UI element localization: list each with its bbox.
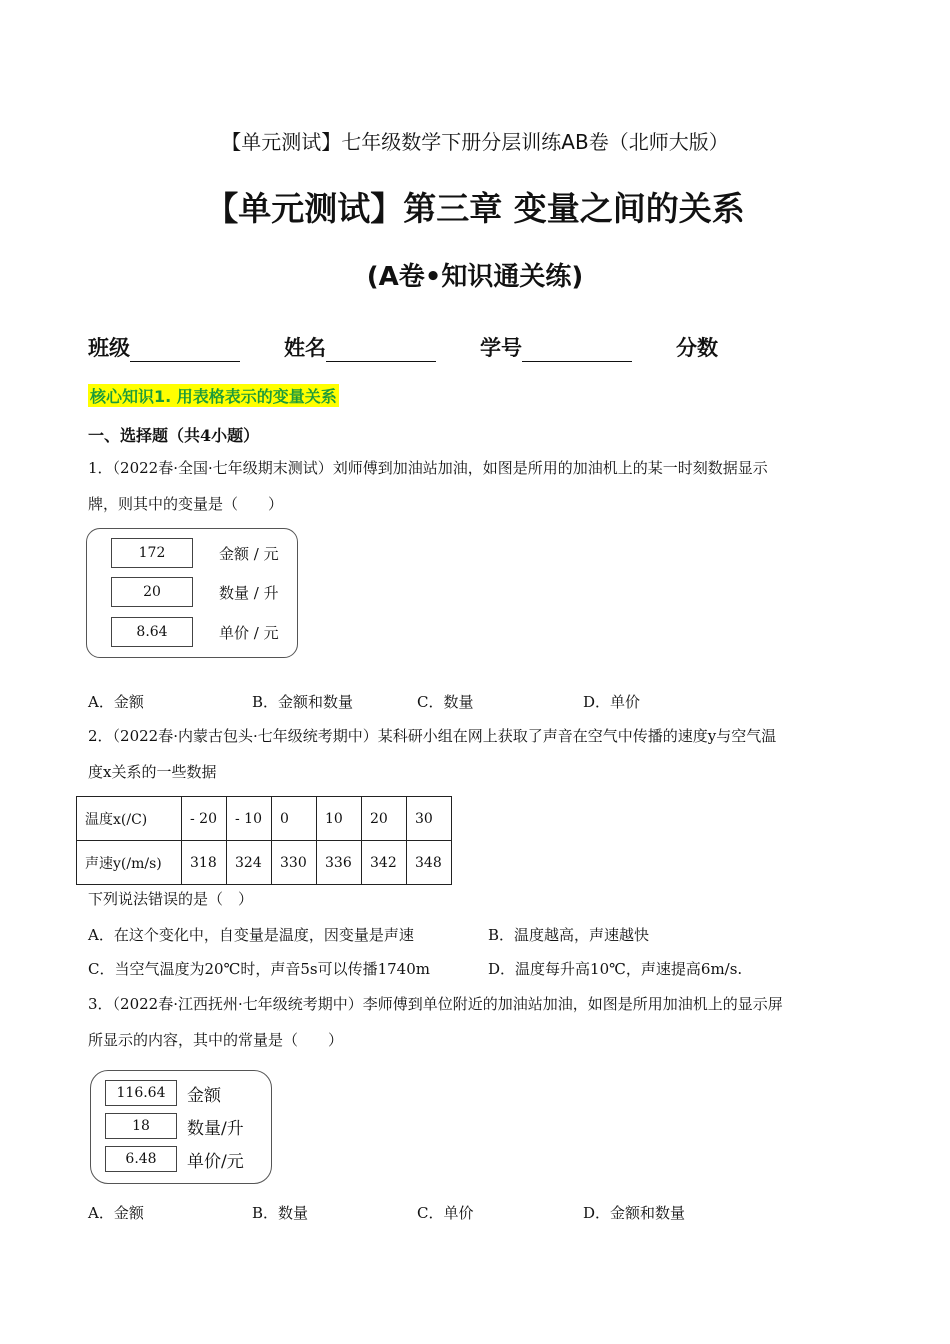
q3-option-c[interactable]: C．单价 [417,1204,474,1222]
question-1-line-2: 牌，则其中的变量是（ ） [88,495,284,513]
table-cell: 336 [317,841,362,885]
panel-1-row-quantity [111,577,279,607]
question-2-options-row-1 [88,924,888,946]
q1-option-d[interactable]: D．单价 [583,693,641,711]
name-field [284,332,436,362]
panel-2-price-value: 6.48 [105,1146,177,1172]
panel-2-amount-value: 116.64 [105,1080,177,1106]
question-1-line-1: 1．（2022春·全国·七年级期末测试）刘师傅到加油站加油，如图是所用的加油机上的某一时刻数据显示 [88,459,768,477]
score-field [676,332,718,362]
name-label: 姓名 [284,336,326,360]
fuel-display-panel-2 [90,1070,272,1184]
q2-option-c[interactable]: C．当空气温度为20℃时，声音5s可以传播1740m [88,960,430,978]
table-row-temperature [77,797,452,841]
panel-1-row-price [111,617,279,647]
question-3-line-2: 所显示的内容，其中的常量是（ ） [88,1031,344,1049]
panel-1-row-amount [111,538,279,568]
question-2-line-2: 度x关系的一些数据 [88,763,217,781]
page-subtitle: (A卷•知识通关练) [366,262,584,292]
table-cell: 10 [317,797,362,841]
q1-option-a[interactable]: A．金额 [88,693,144,711]
section-heading: 一、选择题（共4小题） [88,426,260,445]
q3-option-b[interactable]: B．数量 [252,1204,309,1222]
question-1 [88,450,863,522]
q3-option-d[interactable]: D．金额和数量 [583,1204,686,1222]
student-info-line [88,332,762,362]
panel-2-amount-label: 金额 [187,1085,221,1106]
page-title: 【单元测试】第三章 变量之间的关系 [205,189,745,228]
table-cell: - 10 [227,797,272,841]
panel-2-row-price [105,1146,244,1172]
row-label-speed: 声速y(/m/s) [77,841,182,885]
panel-1-amount-value: 172 [111,538,193,568]
table-cell: 20 [362,797,407,841]
question-2-line-1: 2．（2022春·内蒙古包头·七年级统考期中）某科研小组在网上获取了声音在空气中传播的速度y与空气温 [88,727,777,745]
table-cell: 30 [407,797,452,841]
table-cell: 318 [182,841,227,885]
id-field [480,332,632,362]
panel-2-quantity-label: 数量/升 [187,1118,244,1139]
question-2-prompt: 下列说法错误的是（ ） [88,890,254,908]
question-3-options [88,1202,888,1224]
panel-2-row-quantity [105,1113,244,1139]
class-field [88,332,240,362]
panel-2-row-amount [105,1080,221,1106]
q2-option-d[interactable]: D．温度每升高10℃，声速提高6m/s. [488,960,743,978]
q2-option-a[interactable]: A．在这个变化中，自变量是温度，因变量是声速 [88,926,414,944]
q3-option-a[interactable]: A．金额 [88,1204,144,1222]
series-title: 【单元测试】七年级数学下册分层训练AB卷（北师大版） [221,130,729,154]
temperature-speed-table [76,796,452,885]
question-1-options [88,691,888,713]
table-cell: 348 [407,841,452,885]
panel-1-price-value: 8.64 [111,617,193,647]
score-label: 分数 [676,336,718,360]
id-blank[interactable] [522,339,632,362]
table-cell: - 20 [182,797,227,841]
question-2-options-row-2 [88,958,888,980]
id-label: 学号 [480,336,522,360]
q1-option-c[interactable]: C．数量 [417,693,474,711]
fuel-display-panel-1 [86,528,298,658]
panel-1-amount-label: 金额 / 元 [219,544,279,563]
class-label: 班级 [88,336,130,360]
q1-option-b[interactable]: B．金额和数量 [252,693,354,711]
panel-1-price-label: 单价 / 元 [219,623,279,642]
table-cell: 0 [272,797,317,841]
panel-1-quantity-value: 20 [111,577,193,607]
question-3-line-1: 3．（2022春·江西抚州·七年级统考期中）李师傅到单位附近的加油站加油，如图是所用加油机上的显示屏 [88,995,783,1013]
question-2 [88,718,863,790]
q2-option-b[interactable]: B．温度越高，声速越快 [488,926,650,944]
question-3 [88,986,863,1058]
table-cell: 324 [227,841,272,885]
panel-2-price-label: 单价/元 [187,1151,244,1172]
table-row-speed [77,841,452,885]
name-blank[interactable] [326,339,436,362]
row-label-temperature: 温度x(/C) [77,797,182,841]
knowledge-heading: 核心知识1. 用表格表示的变量关系 [88,384,339,407]
table-cell: 342 [362,841,407,885]
panel-1-quantity-label: 数量 / 升 [219,583,279,602]
panel-2-quantity-value: 18 [105,1113,177,1139]
class-blank[interactable] [130,339,240,362]
table-cell: 330 [272,841,317,885]
